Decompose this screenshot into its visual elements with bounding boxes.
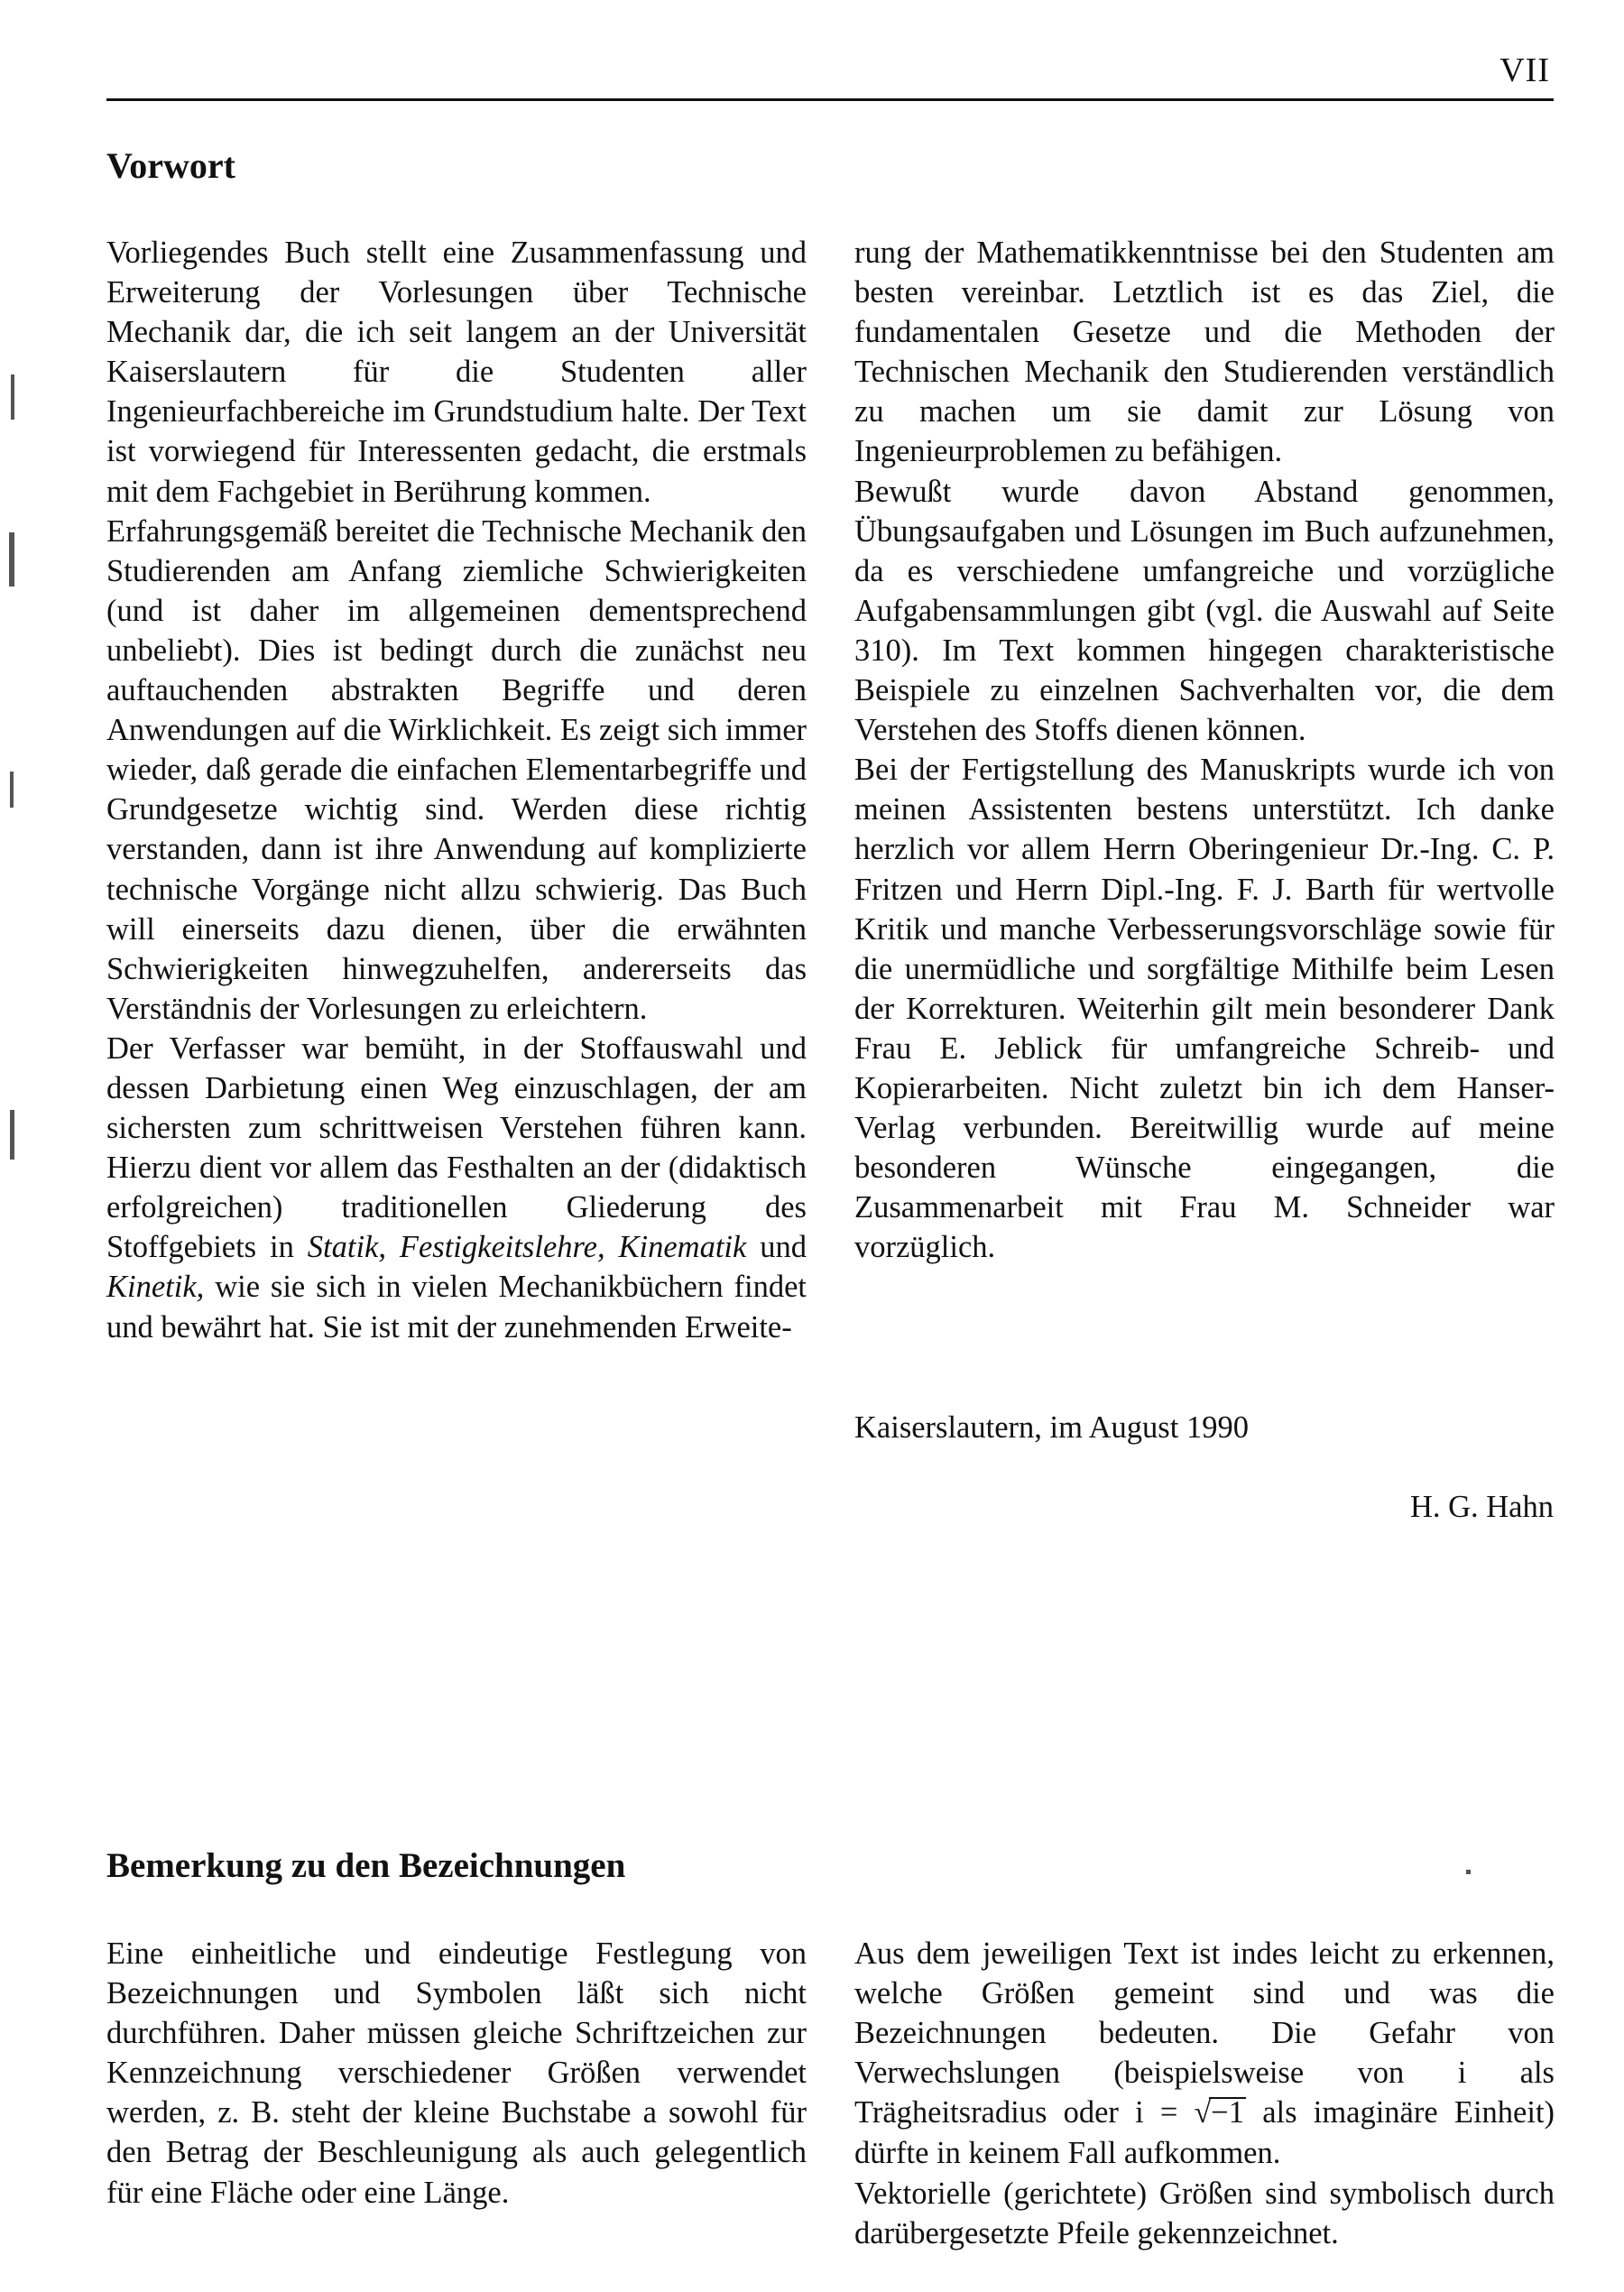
vorwort-paragraph-6: Bei der Fertigstellung des Manuskripts wurde ich von meinen Assistenten bestens unterstützt. Ich danke herzlich vor allem Herrn Oberingenieur Dr.-Ing. C. P. Fritzen und Herrn Dipl.-Ing. F. J. Barth für wertvolle Kritik und manche Verbesserungsvorschläge sowie für die unermüdliche und sorgfältige Mithilfe beim Lesen der Korrekturen. Weiterhin gilt mein besonderer Dank Frau E. Jeblick für umfangreiche Schreib- und Kopierarbeiten. Nicht zuletzt bin ich dem Hanser-Verlag verbunden. Bereitwillig wurde auf meine besonderen Wünsche eingegangen, die Zusammenarbeit mit Frau M. Schneider war vorzüglich. xyxy=(854,753,1555,1265)
scan-speck xyxy=(11,374,14,420)
term-kinetik: Kinetik, xyxy=(106,1270,205,1305)
page-number: VII xyxy=(1499,51,1550,89)
bemerkung-paragraph-1: Eine einheitliche und eindeutige Festlegung von Bezeichnungen und Symbolen läßt sich nicht durchführen. Daher müssen gleiche Schriftzeichen zur Kennzeichnung verschiedener Größen verwendet werden, z. B. steht der kleine Buchstabe a sowohl für den Betrag der Beschleunigung als auch gelegentlich für eine Fläche oder eine Länge. xyxy=(106,1936,807,2210)
p3-text-before: Der Verfasser war bemüht, in der Stoffauswahl und dessen Darbietung einen Weg einzuschlagen, der am sichersten zum schrittweisen Verstehen führen kann. Hierzu dient vor allem das Festhalten an der (didaktisch erfolgreichen) traditionellen Gliederung des Stoffgebiets in xyxy=(106,1030,807,1265)
p3-text-after: wie sie sich in vielen Mechanikbüchern findet und bewährt hat. Sie ist mit der zunehmenden Erweite- xyxy=(106,1270,807,1345)
vorwort-left-column xyxy=(106,233,807,1347)
scan-speck xyxy=(10,772,14,808)
vorwort-paragraph-4: rung der Mathematikkenntnisse bei den Studenten am besten vereinbar. Letztlich ist es das Ziel, die fundamentalen Gesetze und die Methoden der Technischen Mechanik den Studierenden verständlich zu machen um sie damit zur Lösung von Ingenieurproblemen zu befähigen. xyxy=(854,236,1555,469)
bemerkung-heading: Bemerkung zu den Bezeichnungen xyxy=(106,1846,626,1885)
term-festigkeitslehre: Festigkeitslehre, xyxy=(399,1230,605,1265)
author-signature: H. G. Hahn xyxy=(1409,1490,1554,1524)
vorwort-heading: Vorwort xyxy=(106,145,235,186)
square-root-sign: √ xyxy=(1194,2096,1212,2130)
bem-text-after: als imaginäre Einheit) dürfte in keinem Fall aufkommen. xyxy=(854,2095,1555,2171)
vorwort-paragraph-3 xyxy=(106,1029,807,1347)
vorwort-paragraph-2: Erfahrungsgemäß bereitet die Technische Mechanik den Studierenden am Anfang ziemliche Schwierigkeiten (und ist daher im allgemeinen dementsprechend unbeliebt). Dies ist bedingt durch die zunächst neu auftauchenden abstrakten Begriffe und deren Anwendungen auf die Wirklichkeit. Es zeigt sich immer wieder, daß gerade die einfachen Elementarbegriffe und Grundgesetze wichtig sind. Werden diese richtig verstanden, dann ist ihre Anwendung auf komplizierte technische Vorgänge nicht allzu schwierig. Das Buch will einerseits dazu dienen, über die erwähnten Schwierigkeiten hinwegzuhelfen, andererseits das Verständnis der Vorlesungen zu erleichtern. xyxy=(106,513,807,1026)
scan-speck xyxy=(1466,1870,1471,1874)
vorwort-paragraph-5: Bewußt wurde davon Abstand genommen, Übungsaufgaben und Lösungen im Buch aufzunehmen, da es verschiedene umfangreiche und vorzügliche Aufgabensammlungen gibt (vgl. die Auswahl auf Seite 310). Im Text kommen hingegen charakteristische Beispiele zu einzelnen Sachverhalten vor, die dem Verstehen des Stoffs dienen können. xyxy=(854,474,1555,748)
scan-speck xyxy=(10,1110,14,1160)
place-date: Kaiserslautern, im August 1990 xyxy=(854,1410,1249,1445)
header-rule xyxy=(106,98,1554,101)
term-statik: Statik, xyxy=(307,1230,386,1265)
bemerkung-left-column xyxy=(106,1934,807,2213)
square-root-radicand: −1 xyxy=(1211,2095,1244,2130)
vorwort-right-column xyxy=(854,233,1555,1267)
bemerkung-paragraph-3: Vektorielle (gerichtete) Größen sind symbolisch durch darübergesetzte Pfeile gekennzeichnet. xyxy=(854,2176,1555,2250)
term-kinematik: Kinematik xyxy=(618,1230,747,1265)
bemerkung-paragraph-2 xyxy=(854,1934,1555,2174)
bem-text-before: Aus dem jeweiligen Text ist indes leicht zu erkennen, welche Größen gemeint sind und was die Bezeichnungen bedeuten. Die Gefahr von Verwechslungen (beispielsweise von i als Trägheitsradius oder i = xyxy=(854,1936,1555,2130)
p3-text-und: und xyxy=(760,1230,807,1265)
bemerkung-right-column xyxy=(854,1934,1555,2253)
vorwort-paragraph-1: Vorliegendes Buch stellt eine Zusammenfassung und Erweiterung der Vorlesungen über Technische Mechanik dar, die ich seit langem an der Universität Kaiserslautern für die Studenten aller Ingenieurfachbereiche im Grundstudium halte. Der Text ist vorwiegend für Interessenten gedacht, die erstmals mit dem Fachgebiet in Berührung kommen. xyxy=(106,236,807,509)
scan-speck xyxy=(9,532,14,587)
